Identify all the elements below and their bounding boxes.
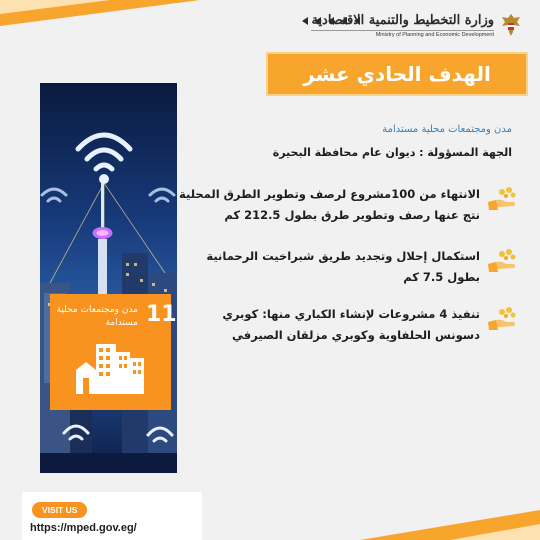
visit-us-box bbox=[22, 492, 202, 540]
page-title: الهدف الحادي عشر bbox=[303, 62, 491, 86]
goal-number: 11 bbox=[146, 302, 177, 327]
achievement-item bbox=[178, 184, 518, 226]
hand-with-coins-icon bbox=[486, 246, 518, 274]
achievement-item bbox=[178, 304, 518, 346]
eagle-emblem-icon bbox=[500, 12, 522, 38]
city-buildings-icon bbox=[50, 294, 171, 410]
city-image bbox=[40, 83, 177, 473]
arrow-left-icon bbox=[302, 17, 308, 25]
bottom-right-decoration-inner bbox=[450, 524, 540, 540]
responsible-entity: الجهة المسؤولة : ديوان عام محافظة البحيرة bbox=[272, 146, 512, 159]
hand-with-coins-icon bbox=[486, 184, 518, 212]
page-title-bar bbox=[266, 52, 528, 96]
ministry-name bbox=[311, 13, 494, 38]
sdg-goal-card bbox=[50, 294, 177, 410]
achievement-text: الانتهاء من 100مشروع لرصف وتطوير الطرق المحلية نتج عنها رصف وتطوير طرق بطول 212.5 كم bbox=[179, 187, 480, 222]
ministry-name-ar: وزارة التخطيط والتنمية الاقتصادية bbox=[311, 12, 494, 28]
website-link[interactable]: https://mped.gov.eg/ bbox=[30, 522, 137, 534]
achievement-text: استكمال إحلال وتجديد طريق شبراخيت الرحمانية بطول 7.5 كم bbox=[206, 249, 480, 284]
city-skyline-illustration bbox=[40, 83, 177, 473]
top-left-decoration-inner bbox=[0, 0, 110, 14]
visit-us-button[interactable]: VISIT US bbox=[32, 502, 87, 518]
achievement-text: تنفيذ 4 مشروعات لإنشاء الكباري منها: كوبري دسونس الحلفاوية وكوبري مزلقان الصيرفي bbox=[222, 307, 480, 342]
ministry-name-en: Ministry of Planning and Economic Development bbox=[311, 30, 494, 38]
goal-label: مدن ومجتمعات محلية مستدامة bbox=[56, 305, 138, 328]
achievement-item bbox=[178, 246, 518, 288]
goal-subtitle: مدن ومجتمعات محلية مستدامة bbox=[382, 124, 512, 135]
ministry-logo bbox=[311, 12, 522, 38]
hand-with-coins-icon bbox=[486, 304, 518, 332]
